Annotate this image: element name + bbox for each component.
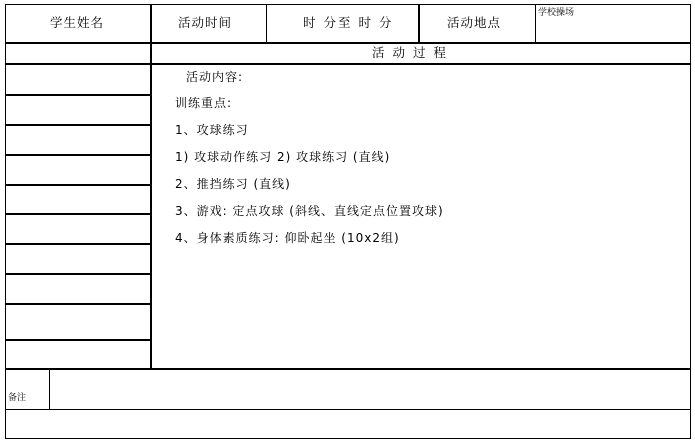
header-divider-4 (535, 4, 536, 43)
process-line: 3、游戏: 定点攻球 (斜线、直线定点位置攻球) (175, 204, 444, 218)
left-row-line (5, 124, 151, 126)
header-divider-3 (418, 4, 420, 43)
activity-location-value: 学校操场 (538, 8, 575, 18)
remarks-label: 备注 (8, 393, 27, 403)
activity-location-label: 活动地点 (447, 15, 502, 30)
left-row-line (5, 273, 151, 275)
border-bottom (5, 438, 691, 439)
process-title: 活 动 过 程 (372, 45, 448, 60)
process-title-bottom (150, 63, 691, 65)
student-name-label: 学生姓名 (50, 15, 105, 30)
left-row-line (5, 63, 151, 65)
time-range: 时 分至 时 分 (303, 15, 394, 30)
activity-time-label: 活动时间 (178, 15, 233, 30)
process-line: 4、身体素质练习: 仰卧起坐 (10x2组) (175, 231, 400, 245)
process-line: 训练重点: (175, 96, 233, 110)
border-top (5, 4, 691, 5)
left-row-line (5, 184, 151, 186)
remarks-row-bottom (5, 409, 691, 410)
left-row-line (5, 154, 151, 156)
left-row-line (5, 94, 151, 96)
process-line: 2、推挡练习 (直线) (175, 177, 291, 191)
header-divider-2 (266, 4, 267, 43)
header-divider-1 (150, 4, 152, 43)
left-row-line (5, 213, 151, 215)
process-line: 1、攻球练习 (175, 123, 249, 137)
left-row-line (5, 339, 151, 341)
process-line: 活动内容: (186, 70, 244, 84)
process-line: 1) 攻球动作练习 2) 攻球练习 (直线) (175, 150, 391, 164)
main-area-bottom (5, 368, 691, 370)
remarks-divider (49, 369, 50, 410)
left-column-divider (150, 42, 152, 369)
header-row-bottom (5, 42, 691, 44)
border-left (5, 4, 6, 439)
border-right (690, 4, 691, 439)
left-row-line (5, 243, 151, 245)
left-row-line (5, 303, 151, 305)
